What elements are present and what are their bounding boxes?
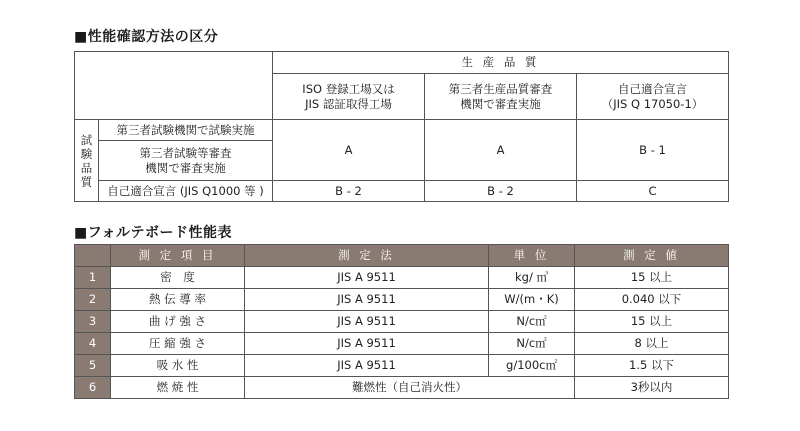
performance-table [74, 244, 729, 399]
row-number: 3 [75, 311, 111, 333]
row-item: 熱 伝 導 率 [111, 289, 245, 311]
cell-value-a2: A [425, 120, 577, 181]
cell-value-c: C [577, 181, 729, 202]
row-label-third-party-test: 第三者試験機関で試験実施 [99, 120, 273, 141]
row-method: JIS A 9511 [245, 311, 489, 333]
row-number: 4 [75, 333, 111, 355]
section-title-classification: ■性能確認方法の区分 [74, 29, 219, 45]
row-number: 6 [75, 377, 111, 399]
row-number: 1 [75, 267, 111, 289]
header-unit: 単 位 [489, 245, 575, 267]
row-item: 燃 焼 性 [111, 377, 245, 399]
row-unit: g/100c㎡ [489, 355, 575, 377]
column-header-iso: ISO 登録工場又は JIS 認証取得工場 [273, 74, 425, 120]
header-value: 測 定 値 [575, 245, 729, 267]
column-header-third-party: 第三者生産品質審査 機関で審査実施 [425, 74, 577, 120]
row-method: JIS A 9511 [245, 267, 489, 289]
section-title-performance: ■フォルテボード性能表 [74, 225, 233, 241]
row-method: JIS A 9511 [245, 289, 489, 311]
column-header-self-declaration: 自己適合宣言 （JIS Q 17050-1） [577, 74, 729, 120]
cell-value-b1: B - 1 [577, 120, 729, 181]
row-label-self-declaration: 自己適合宣言 (JIS Q1000 等 ) [99, 181, 273, 202]
cell-value-b2-2: B - 2 [425, 181, 577, 202]
header-no [75, 245, 111, 267]
table-row [75, 267, 729, 289]
row-value: 8 以上 [575, 333, 729, 355]
row-label-third-party-review: 第三者試験等審査 機関で審査実施 [99, 141, 273, 181]
row-method: JIS A 9511 [245, 355, 489, 377]
cell-value-a1: A [273, 120, 425, 181]
row-unit: N/c㎡ [489, 333, 575, 355]
corner-cell [75, 52, 273, 120]
group-header: 生 産 品 質 [273, 52, 729, 74]
row-value: 15 以上 [575, 267, 729, 289]
table-row [75, 289, 729, 311]
row-number: 2 [75, 289, 111, 311]
classification-table [74, 51, 729, 202]
header-item: 測 定 項 目 [111, 245, 245, 267]
row-unit: W/(m・K) [489, 289, 575, 311]
row-item: 曲 げ 強 さ [111, 311, 245, 333]
table-row [75, 377, 729, 399]
row-item: 吸 水 性 [111, 355, 245, 377]
row-value: 1.5 以下 [575, 355, 729, 377]
row-item: 密 度 [111, 267, 245, 289]
table-row [75, 333, 729, 355]
cell-value-b2-1: B - 2 [273, 181, 425, 202]
side-label: 試 験 品 質 [75, 120, 99, 202]
row-value: 15 以上 [575, 311, 729, 333]
row-value: 3秒以内 [575, 377, 729, 399]
row-unit: N/c㎡ [489, 311, 575, 333]
row-item: 圧 縮 強 さ [111, 333, 245, 355]
row-value: 0.040 以下 [575, 289, 729, 311]
table-row [75, 355, 729, 377]
row-method: JIS A 9511 [245, 333, 489, 355]
row-unit: kg/ ㎥ [489, 267, 575, 289]
header-method: 測 定 法 [245, 245, 489, 267]
row-number: 5 [75, 355, 111, 377]
row-method-unit: 難燃性（自己消火性） [245, 377, 575, 399]
table-row [75, 311, 729, 333]
